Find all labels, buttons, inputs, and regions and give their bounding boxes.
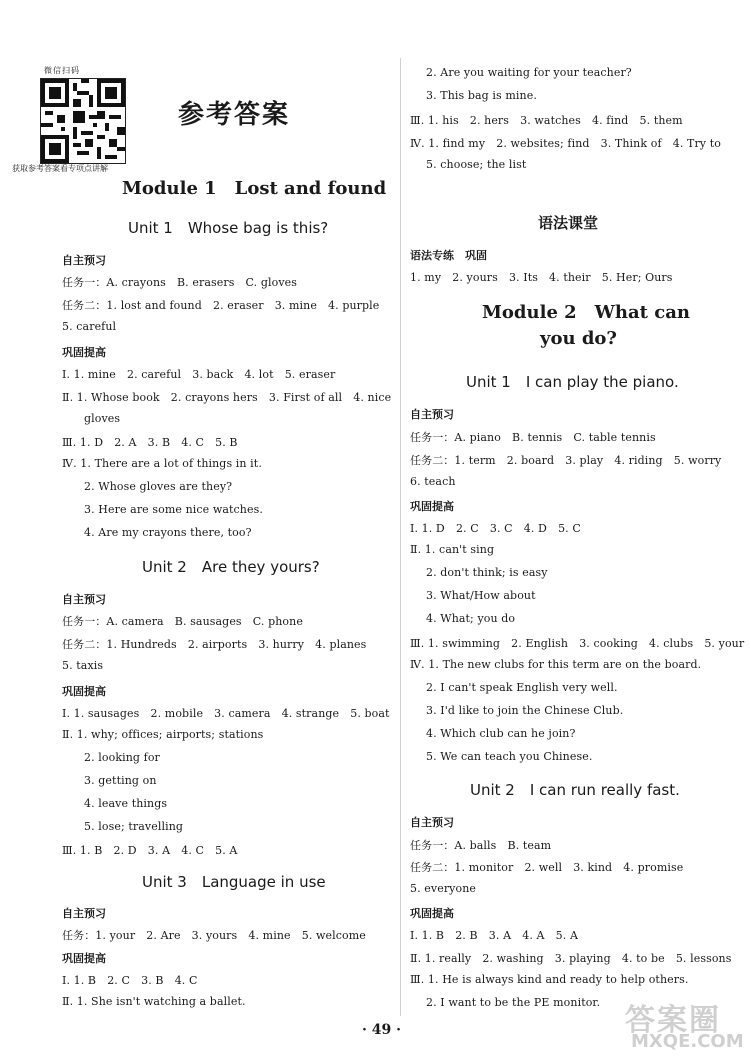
- answer-line: Ⅰ. 1. sausages 2. mobile 3. camera 4. strange 5. boat: [62, 707, 390, 720]
- section-label: 自主预习: [410, 408, 454, 421]
- watermark-sub: MXQE.COM: [631, 1031, 744, 1052]
- answer-line: 2. looking for: [84, 751, 160, 764]
- qr-code-image: [40, 78, 126, 164]
- answer-line: 任务一：A. camera B. sausages C. phone: [62, 615, 303, 628]
- module-2-heading-cont: you do?: [540, 328, 617, 349]
- section-label: 自主预习: [410, 816, 454, 829]
- section-label: 自主预习: [62, 593, 106, 606]
- answer-line: 任务二：1. monitor 2. well 3. kind 4. promise: [410, 861, 684, 874]
- answer-line: Ⅱ. 1. can't sing: [410, 543, 495, 556]
- answer-line: Ⅰ. 1. mine 2. careful 3. back 4. lot 5. eraser: [62, 368, 336, 381]
- answer-line: Ⅰ. 1. D 2. C 3. C 4. D 5. C: [410, 522, 581, 535]
- section-label: 巩固提高: [62, 346, 106, 359]
- unit-1-heading: Unit 1 Whose bag is this?: [128, 219, 329, 237]
- answer-line: Ⅱ. 1. She isn't watching a ballet.: [62, 995, 246, 1008]
- answer-line: Ⅱ. 1. Whose book 2. crayons hers 3. First of all 4. nice: [62, 391, 392, 404]
- answer-line: 任务一：A. piano B. tennis C. table tennis: [410, 431, 656, 444]
- answer-line: 任务二：1. Hundreds 2. airports 3. hurry 4. planes: [62, 638, 367, 651]
- answer-line: Ⅳ. 1. The new clubs for this term are on the board.: [410, 658, 702, 671]
- answer-line: 5. lose; travelling: [84, 820, 184, 833]
- answer-line: 5. taxis: [62, 659, 104, 672]
- answer-line: 任务二：1. lost and found 2. eraser 3. mine 4. purple: [62, 299, 380, 312]
- answer-line: gloves: [84, 412, 121, 425]
- answer-line: 4. Which club can he join?: [426, 727, 576, 740]
- answer-line: 2. don't think; is easy: [426, 566, 548, 579]
- m2-unit-2-heading: Unit 2 I can run really fast.: [470, 781, 680, 799]
- page-title: 参考答案: [178, 100, 291, 130]
- answer-line: 1. my 2. yours 3. Its 4. their 5. Her; Ours: [410, 271, 673, 284]
- column-divider: [400, 58, 401, 1016]
- answer-line: 3. I'd like to join the Chinese Club.: [426, 704, 624, 717]
- module-2-heading: Module 2 What can: [482, 302, 690, 323]
- answer-line: Ⅰ. 1. B 2. B 3. A 4. A 5. A: [410, 929, 578, 942]
- answer-line: 3. getting on: [84, 774, 157, 787]
- answer-line: 任务：1. your 2. Are 3. yours 4. mine 5. welcome: [62, 929, 366, 942]
- unit-2-heading: Unit 2 Are they yours?: [142, 558, 320, 576]
- answer-line: 2. Are you waiting for your teacher?: [426, 66, 632, 79]
- unit-3-heading: Unit 3 Language in use: [142, 873, 326, 891]
- answer-line: Ⅱ. 1. why; offices; airports; stations: [62, 728, 264, 741]
- answer-line: Ⅲ. 1. He is always kind and ready to help others.: [410, 973, 689, 986]
- answer-line: 4. leave things: [84, 797, 168, 810]
- section-label: 巩固提高: [62, 952, 106, 965]
- answer-line: 任务二：1. term 2. board 3. play 4. riding 5. worry: [410, 454, 722, 467]
- watermark-logo: [625, 995, 745, 1055]
- answer-line: 5. everyone: [410, 882, 477, 895]
- qr-subcaption: 获取参考答案看专项点讲解: [12, 164, 108, 173]
- section-label: 语法专练 巩固: [410, 249, 487, 262]
- answer-line: 3. Here are some nice watches.: [84, 503, 263, 516]
- answer-line: 任务一：A. balls B. team: [410, 839, 552, 852]
- answer-line: Ⅲ. 1. D 2. A 3. B 4. C 5. B: [62, 436, 238, 449]
- answer-line: 5. careful: [62, 320, 117, 333]
- answer-line: Ⅲ. 1. B 2. D 3. A 4. C 5. A: [62, 844, 238, 857]
- answer-line: 2. I want to be the PE monitor.: [426, 996, 601, 1009]
- answer-line: 3. This bag is mine.: [426, 89, 537, 102]
- answer-line: 2. Whose gloves are they?: [84, 480, 233, 493]
- answer-line: 3. What/How about: [426, 589, 536, 602]
- answer-line: Ⅳ. 1. There are a lot of things in it.: [62, 457, 262, 470]
- answer-line: 4. What; you do: [426, 612, 516, 625]
- answer-line: 任务一：A. crayons B. erasers C. gloves: [62, 276, 298, 289]
- answer-line: 6. teach: [410, 475, 456, 488]
- answer-line: 2. I can't speak English very well.: [426, 681, 618, 694]
- answer-line: Ⅲ. 1. swimming 2. English 3. cooking 4. clubs 5. your: [410, 637, 745, 650]
- answer-line: Ⅳ. 1. find my 2. websites; find 3. Think of 4. Try to: [410, 137, 721, 150]
- section-label: 自主预习: [62, 254, 106, 267]
- m2-unit-1-heading: Unit 1 I can play the piano.: [466, 373, 679, 391]
- section-label: 巩固提高: [410, 500, 454, 513]
- section-label: 巩固提高: [410, 907, 454, 920]
- module-1-heading: Module 1 Lost and found: [122, 178, 387, 199]
- answer-line: Ⅱ. 1. really 2. washing 3. playing 4. to be 5. lessons: [410, 952, 732, 965]
- grammar-heading: 语法课堂: [538, 214, 599, 232]
- answer-line: Ⅰ. 1. B 2. C 3. B 4. C: [62, 974, 198, 987]
- answer-line: 5. choose; the list: [426, 158, 527, 171]
- watermark-main: 答案圈: [625, 1003, 721, 1038]
- answer-line: 5. We can teach you Chinese.: [426, 750, 593, 763]
- answer-line: 4. Are my crayons there, too?: [84, 526, 252, 539]
- page-number: · 49 ·: [362, 1022, 401, 1038]
- section-label: 自主预习: [62, 907, 106, 920]
- answer-line: Ⅲ. 1. his 2. hers 3. watches 4. find 5. them: [410, 114, 683, 127]
- qr-caption: 微信扫码: [44, 66, 80, 75]
- section-label: 巩固提高: [62, 685, 106, 698]
